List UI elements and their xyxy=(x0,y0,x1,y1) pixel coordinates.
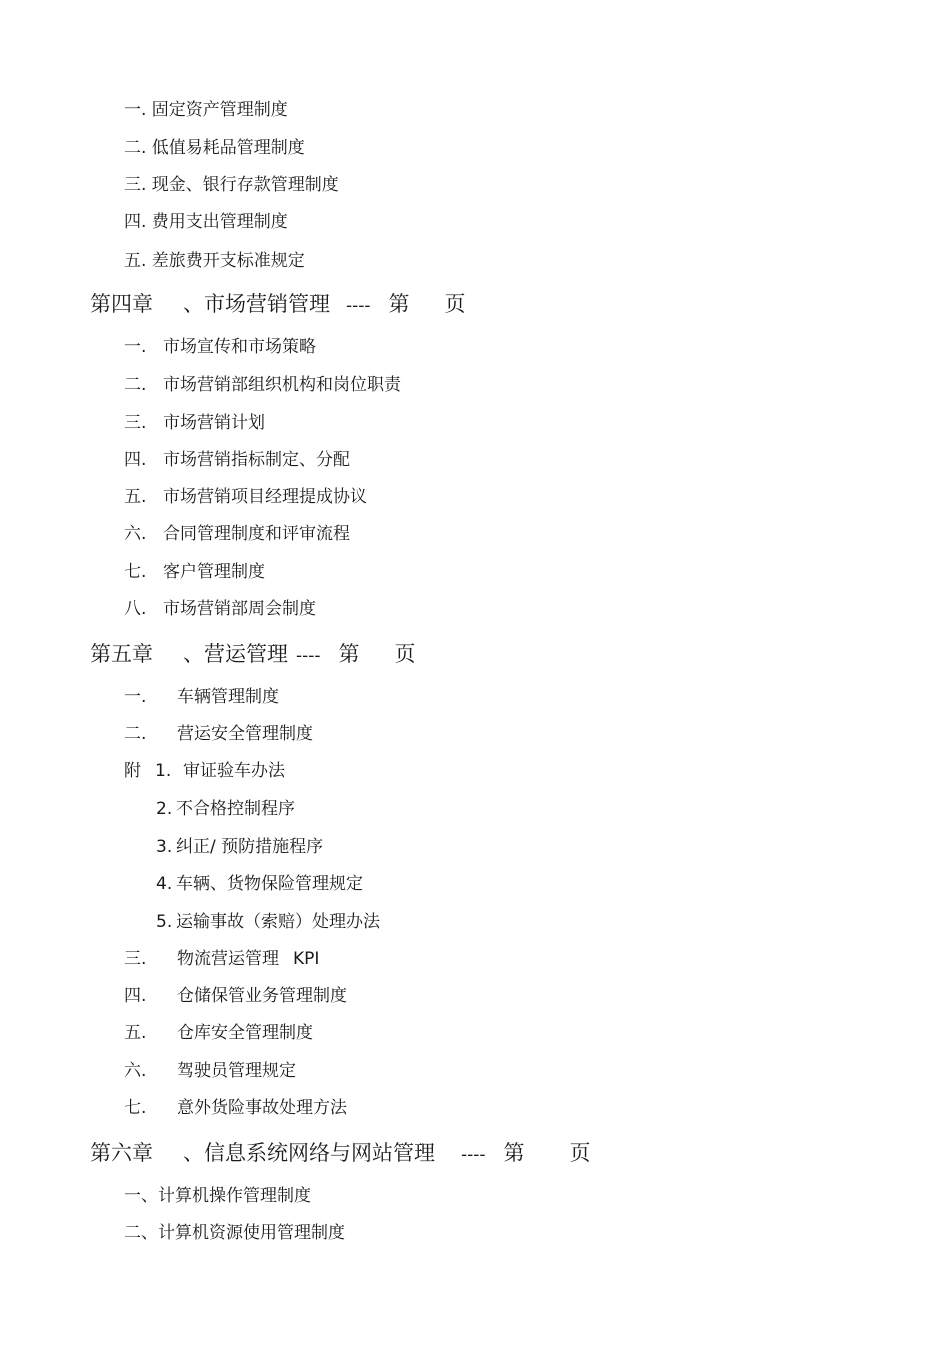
item-text: 车辆、货物保险管理规定 xyxy=(176,874,363,894)
chapter-title: 、市场营销管理 xyxy=(183,292,330,316)
toc-item xyxy=(124,689,279,706)
item-number: 三. xyxy=(124,949,147,969)
chapter-title: 、营运管理 xyxy=(183,642,288,666)
item-text: 市场宣传和市场策略 xyxy=(163,337,316,357)
item-text: 仓储保管业务管理制度 xyxy=(177,986,347,1006)
toc-item xyxy=(124,452,350,469)
item-text: 营运安全管理制度 xyxy=(177,724,313,744)
chapter-title: 、信息系统网络与网站管理 xyxy=(183,1141,435,1165)
item-text: 市场营销部组织机构和岗位职责 xyxy=(163,375,401,395)
toc-item xyxy=(124,951,319,968)
item-number: 四. xyxy=(124,986,147,1006)
item-number: 八. xyxy=(124,599,147,619)
toc-item: 二、计算机资源使用管理制度 xyxy=(124,1223,345,1243)
item-number: 1. xyxy=(155,761,172,781)
item-text: 运输事故（索赔）处理办法 xyxy=(176,912,380,932)
toc-item xyxy=(124,526,350,543)
toc-item xyxy=(124,1025,313,1042)
item-text: 仓库安全管理制度 xyxy=(177,1023,313,1043)
appendix-item xyxy=(156,839,323,856)
toc-item: 一、计算机操作管理制度 xyxy=(124,1186,311,1206)
chapter-name: 第五章 xyxy=(90,642,153,666)
item-number: 六. xyxy=(124,1061,147,1081)
toc-item xyxy=(124,601,316,618)
item-number: 5. xyxy=(156,912,173,932)
appendix-prefix: 附 xyxy=(124,761,141,781)
item-text: 驾驶员管理规定 xyxy=(177,1061,296,1081)
item-extra: KPI xyxy=(293,949,320,969)
item-text: 市场营销项目经理提成协议 xyxy=(163,487,367,507)
item-number: 二. xyxy=(124,375,147,395)
toc-item xyxy=(124,726,313,743)
toc-item xyxy=(124,415,265,432)
item-number: 2. xyxy=(156,799,173,819)
chapter-heading-5 xyxy=(90,644,416,665)
chapter-page-di: 第 xyxy=(503,1141,525,1165)
chapter-dash: ---- xyxy=(346,296,371,316)
item-text: 车辆管理制度 xyxy=(177,687,279,707)
toc-item xyxy=(124,489,367,506)
item-number: 二. xyxy=(124,724,147,744)
chapter-page-ye: 页 xyxy=(394,642,416,666)
chapter-heading-6 xyxy=(90,1143,591,1164)
toc-item xyxy=(124,1063,296,1080)
item-number: 四. xyxy=(124,450,147,470)
item-number: 七. xyxy=(124,1098,147,1118)
toc-item: 三. 现金、银行存款管理制度 xyxy=(124,175,339,195)
chapter-dash: ---- xyxy=(461,1145,486,1165)
item-text: 市场营销部周会制度 xyxy=(163,599,316,619)
item-number: 一. xyxy=(124,337,147,357)
toc-item: 四. 费用支出管理制度 xyxy=(124,212,288,232)
item-number: 六. xyxy=(124,524,147,544)
toc-item xyxy=(124,339,316,356)
chapter-page-ye: 页 xyxy=(444,292,466,316)
appendix-item xyxy=(156,801,295,818)
appendix-item xyxy=(124,763,285,780)
item-number: 五. xyxy=(124,487,147,507)
item-number: 三. xyxy=(124,413,147,433)
item-text: 客户管理制度 xyxy=(163,562,265,582)
toc-item: 五. 差旅费开支标准规定 xyxy=(124,251,305,271)
item-text: 物流营运管理 xyxy=(177,949,279,969)
appendix-item xyxy=(156,914,380,931)
item-text: 审证验车办法 xyxy=(183,761,285,781)
item-text: 市场营销指标制定、分配 xyxy=(163,450,350,470)
chapter-name: 第六章 xyxy=(90,1141,153,1165)
toc-item xyxy=(124,377,401,394)
toc-item xyxy=(124,564,265,581)
chapter-page-di: 第 xyxy=(388,292,410,316)
chapter-name: 第四章 xyxy=(90,292,153,316)
chapter-dash: ---- xyxy=(296,646,321,666)
toc-item xyxy=(124,988,347,1005)
chapter-page-ye: 页 xyxy=(569,1141,591,1165)
appendix-item xyxy=(156,876,363,893)
toc-item: 二. 低值易耗品管理制度 xyxy=(124,138,305,158)
chapter-page-di: 第 xyxy=(338,642,360,666)
item-text: 市场营销计划 xyxy=(163,413,265,433)
toc-item: 一. 固定资产管理制度 xyxy=(124,100,288,120)
item-number: 五. xyxy=(124,1023,147,1043)
chapter-heading-4 xyxy=(90,294,466,315)
item-text: 意外货险事故处理方法 xyxy=(177,1098,347,1118)
item-number: 七. xyxy=(124,562,147,582)
item-text: 纠正/ 预防措施程序 xyxy=(176,837,324,857)
item-text: 合同管理制度和评审流程 xyxy=(163,524,350,544)
item-text: 不合格控制程序 xyxy=(176,799,295,819)
item-number: 4. xyxy=(156,874,173,894)
item-number: 一. xyxy=(124,687,147,707)
toc-item xyxy=(124,1100,347,1117)
item-number: 3. xyxy=(156,837,173,857)
